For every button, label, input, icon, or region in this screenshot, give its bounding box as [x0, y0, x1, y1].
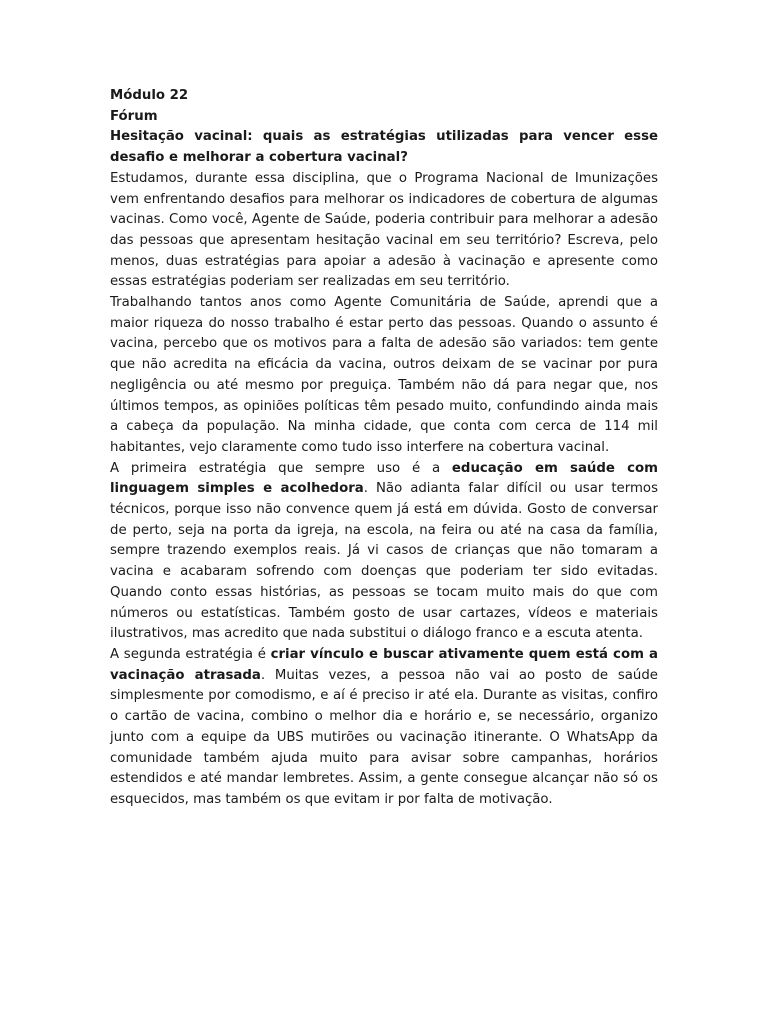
strategy-one-paragraph [110, 459, 658, 645]
section-title: Fórum [110, 108, 158, 124]
module-title: Módulo 22 [110, 88, 189, 103]
forum-question: Hesitação vacinal: quais as estratégias utilizadas para vencer esse desafio e melhorar a cobertura vacinal? [110, 129, 658, 166]
strategy-one-highlight: educação em saúde com linguagem simples e acolhedora [110, 460, 659, 497]
strategy-two-paragraph [110, 645, 658, 811]
strategy-two-text-start: A segunda estratégia é [110, 646, 271, 662]
answer-intro-paragraph: Trabalhando tantos anos como Agente Comunitária de Saúde, aprendi que a maior riqueza do nosso trabalho é estar perto das pessoas. Quando o assunto é vacina, percebo que os motivos para a falta de adesão são variados: tem gente que não acredita na eficácia da vacina, outros deixam de se vacinar por pura negligência ou até mesmo por preguiça. Também não dá para negar que, nos últimos tempos, as opiniões políticas têm pesado muito, confundindo ainda mais a cabeça da população. Na minha cidade, que conta com cerca de 114 mil habitantes, vejo claramente como tudo isso interfere na cobertura vacinal. [110, 295, 658, 455]
strategy-one-text-end: . Não adianta falar difícil ou usar termos técnicos, porque isso não convence quem já está em dúvida. Gosto de conversar de perto, seja na porta da igreja, na escola, na feira ou até na casa da família, sempre trazendo exemplos reais. Já vi casos de crianças que não tomaram a vacina e acabaram sofrendo com doenças que poderiam ter sido evitadas. Quando conto essas histórias, as pessoas se tocam muito mais do que com números ou estatísticas. Também gosto de usar cartazes, vídeos e materiais ilustrativos, mas acredito que nada substitui o diálogo franco e a escuta atenta. [110, 481, 658, 642]
strategy-two-highlight: criar vínculo e buscar ativamente quem está com a vacinação atrasada [110, 646, 658, 683]
question-prompt: Estudamos, durante essa disciplina, que o Programa Nacional de Imunizações vem enfrentando desafios para melhorar os indicadores de cobertura de algumas vacinas. Como você, Agente de Saúde, poderia contribuir para melhorar a adesão das pessoas que apresentam hesitação vacinal em seu território? Escreva, pelo menos, duas estratégias para apoiar a adesão à vacinação e apresente como essas estratégias poderiam ser realizadas em seu território. [110, 170, 658, 290]
strategy-one-text-start: A primeira estratégia que sempre uso é a [110, 460, 452, 476]
strategy-two-text-end: . Muitas vezes, a pessoa não vai ao posto de saúde simplesmente por comodismo, e aí é preciso ir até ela. Durante as visitas, confiro o cartão de vacina, combino o melhor dia e horário e, se necessário, organizo junto com a equipe da UBS mutirões ou vacinação itinerante. O WhatsApp da comunidade também ajuda muito para avisar sobre campanhas, horários estendidos e até mandar lembretes. Assim, a gente consegue alcançar não só os esquecidos, mas também os que evitam ir por falta de motivação. [110, 667, 658, 807]
